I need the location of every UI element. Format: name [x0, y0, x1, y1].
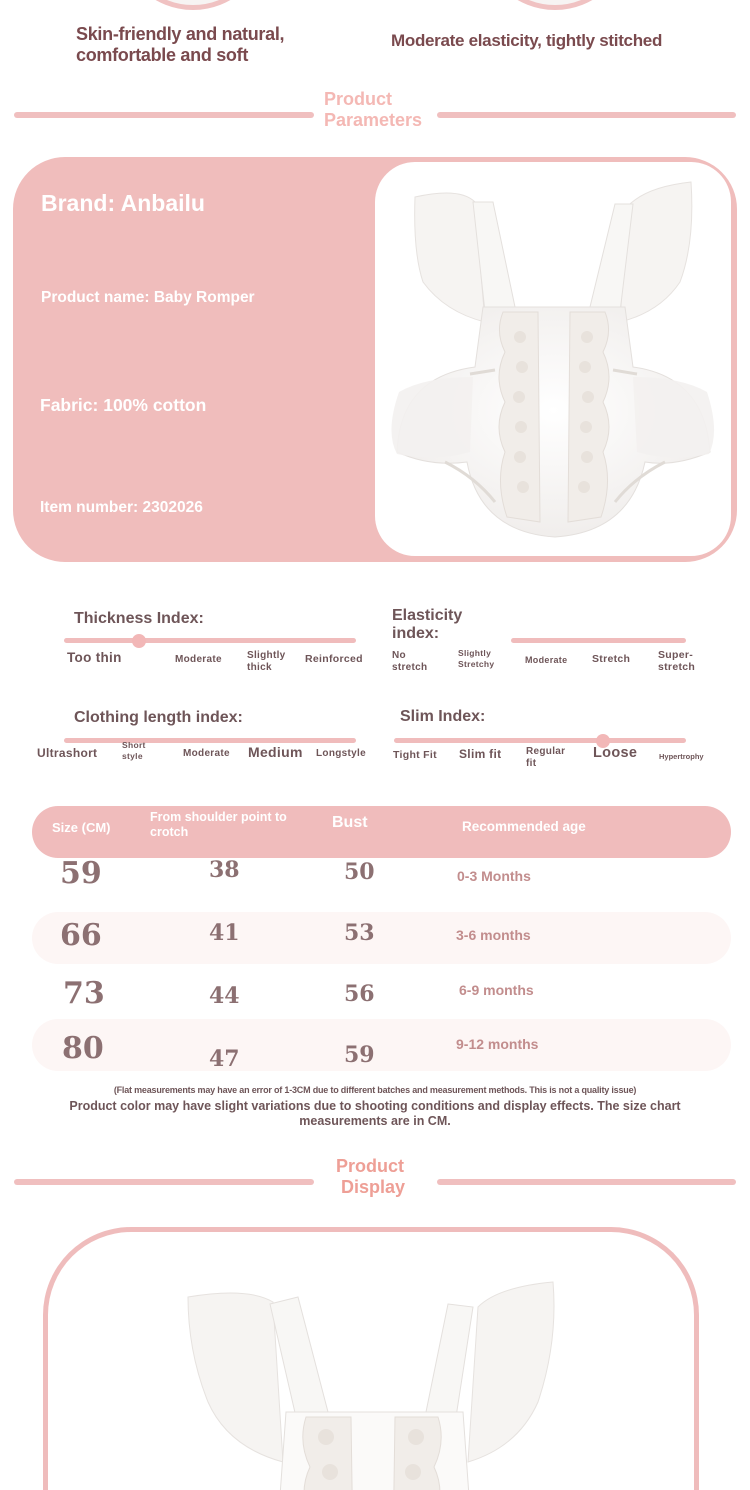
product-display-frame — [43, 1227, 699, 1490]
table-row-bg — [32, 1019, 731, 1071]
header-shoulder-to-crotch: From shoulder point to crotch — [150, 810, 287, 839]
elasticity-label-no-stretch: No stretch — [392, 650, 428, 673]
slim-label-hypertrophy: Hypertrophy — [659, 752, 704, 761]
clothing-length-slider-track[interactable] — [64, 738, 356, 743]
thickness-label-reinforced: Reinforced — [305, 653, 363, 665]
clothing-length-index-title: Clothing length index: — [74, 709, 243, 726]
cell-bust: 59 — [344, 1042, 375, 1068]
divider-right — [437, 1179, 736, 1185]
feature-text-line: Moderate elasticity, tightly stitched — [391, 31, 663, 50]
header-size: Size (CM) — [52, 820, 111, 835]
thickness-slider-track[interactable] — [64, 638, 356, 643]
cell-length: 47 — [209, 1046, 240, 1072]
feature-elasticity — [391, 30, 662, 51]
section-title-line: Parameters — [324, 110, 423, 130]
product-name-label: Product name: Baby Romper — [41, 289, 255, 306]
size-table-header — [32, 806, 731, 858]
thickness-slider-thumb[interactable] — [132, 634, 146, 648]
thickness-label-moderate: Moderate — [175, 654, 222, 665]
section-title-parameters — [324, 89, 422, 131]
cell-size: 80 — [62, 1031, 104, 1066]
fabric-label: Fabric: 100% cotton — [40, 395, 207, 415]
romper-image — [375, 162, 731, 556]
section-title-display — [335, 1156, 405, 1198]
section-title-line: Display — [341, 1177, 406, 1197]
elasticity-label-moderate: Moderate — [525, 655, 568, 665]
slim-label-slim-fit: Slim fit — [459, 747, 502, 761]
cell-age: 6-9 months — [459, 982, 534, 998]
length-label-longstyle: Longstyle — [316, 748, 366, 759]
cell-bust: 53 — [344, 920, 375, 946]
feature-text-line: comfortable and soft — [76, 45, 249, 65]
feature-image-elasticity — [480, 0, 630, 10]
elasticity-label-stretch: Stretch — [592, 653, 631, 665]
elasticity-title-line: Elasticity — [392, 607, 463, 624]
length-label-ultrashort: Ultrashort — [37, 746, 98, 760]
thickness-index-title: Thickness Index: — [74, 610, 204, 627]
thickness-label-too-thin: Too thin — [67, 650, 122, 665]
length-label-moderate: Moderate — [183, 748, 230, 759]
brand-label: Brand: Anbailu — [41, 190, 205, 216]
cell-age: 3-6 months — [456, 927, 531, 943]
feature-text-line: Skin-friendly and natural, — [76, 24, 285, 44]
header-recommended-age: Recommended age — [462, 819, 586, 834]
slim-label-loose: Loose — [593, 745, 638, 761]
slim-index-title: Slim Index: — [400, 708, 486, 725]
item-number-label: Item number: 2302026 — [40, 499, 203, 516]
measurement-error-note: (Flat measurements may have an error of 1-3CM due to different batches and measurement methods. This is not a quality issue) — [113, 1085, 637, 1095]
divider-left — [14, 112, 314, 118]
thickness-label-slightly-thick: Slightly thick — [247, 650, 286, 673]
romper-display-image — [48, 1232, 694, 1490]
cell-length: 41 — [209, 920, 240, 946]
divider-right — [437, 112, 736, 118]
length-label-medium: Medium — [248, 744, 303, 760]
cell-age: 9-12 months — [456, 1036, 539, 1052]
cell-bust: 50 — [344, 859, 375, 885]
divider-left — [14, 1179, 314, 1185]
header-bust: Bust — [332, 814, 368, 831]
elasticity-title-line: index: — [392, 625, 440, 642]
elasticity-slider-track[interactable] — [511, 638, 686, 643]
slim-label-regular-fit: Regular fit — [526, 746, 566, 769]
section-title-line: Product — [324, 89, 393, 109]
feature-image-skin-friendly — [118, 0, 268, 10]
cell-age: 0-3 Months — [457, 868, 531, 884]
elasticity-index-title — [392, 607, 462, 643]
cell-length: 44 — [209, 983, 240, 1009]
length-label-short-style: Short style — [122, 740, 146, 761]
cell-length: 38 — [209, 857, 240, 883]
color-variation-note: Product color may have slight variations due to shooting conditions and display effects. The size chart measurements are in CM. — [69, 1099, 681, 1128]
elasticity-label-super-stretch: Super-stretch — [658, 649, 696, 673]
cell-bust: 56 — [344, 981, 375, 1007]
cell-size: 73 — [63, 976, 105, 1011]
table-row-bg — [32, 912, 731, 964]
cell-size: 66 — [60, 918, 102, 953]
section-title-line: Product — [336, 1156, 405, 1176]
slim-label-tight-fit: Tight Fit — [393, 749, 437, 761]
slim-slider-track[interactable] — [394, 738, 686, 743]
elasticity-label-slightly-stretchy: Slightly Stretchy — [458, 648, 495, 669]
cell-size: 59 — [60, 856, 102, 891]
feature-skin-friendly — [76, 24, 284, 66]
product-image-frame — [375, 162, 731, 556]
